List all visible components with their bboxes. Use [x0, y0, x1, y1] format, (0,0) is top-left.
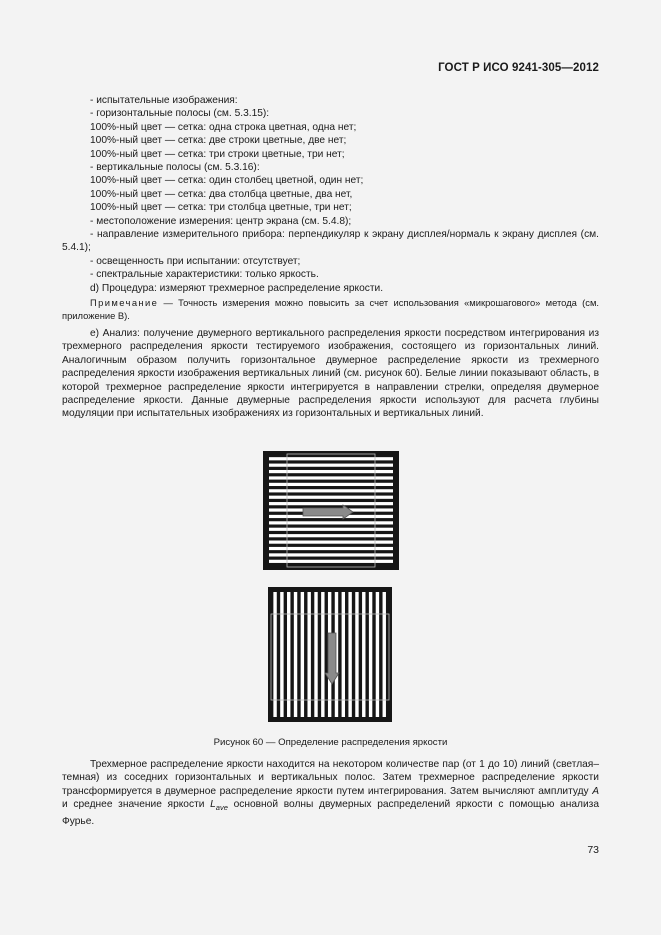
test-conditions-list: [62, 94, 599, 295]
horizontal-stripe: [269, 457, 393, 460]
horizontal-stripe: [269, 470, 393, 473]
list-item: - испытательные изображения:: [90, 95, 238, 106]
list-item: - вертикальные полосы (см. 5.3.16):: [90, 162, 260, 174]
horizontal-stripe: [269, 534, 393, 537]
fourier-paragraph: [62, 758, 599, 828]
vertical-stripe: [348, 592, 351, 717]
horizontal-stripe: [269, 541, 393, 544]
horizontal-stripe: [269, 476, 393, 479]
vertical-stripe: [355, 592, 358, 717]
horizontal-stripe: [269, 528, 393, 531]
horizontal-stripes-figure: [263, 451, 399, 570]
fourier-text-before: Трехмерное распределение яркости находится на некотором количестве пар (от 1 до 10) линий (светлая–темная) из соседних горизонтальных и вертикальных полос. Затем трехмерное распределение яркости трансформируется в двумерное распределение яркости путем интегрирования. Затем вычисляют амплитуду: [62, 759, 599, 797]
vertical-stripe: [362, 592, 365, 717]
vertical-stripe: [314, 592, 317, 717]
vertical-stripe: [294, 592, 297, 717]
fourier-text-middle: и среднее значение яркости: [62, 799, 211, 811]
procedure-item: d) Процедура: измеряют трехмерное распределение яркости.: [90, 282, 384, 294]
vertical-stripe: [376, 592, 379, 717]
horizontal-stripe: [269, 547, 393, 550]
amplitude-symbol: A: [592, 785, 599, 797]
fourier-text-after: основной волны двумерных распределений яркости с помощью анализа Фурье.: [62, 799, 599, 827]
horizontal-stripe: [269, 553, 393, 556]
list-item: - спектральные характеристики: только яркость.: [90, 269, 319, 281]
vertical-stripe: [369, 592, 372, 717]
figure-caption: Рисунок 60 — Определение распределения яркости: [213, 737, 448, 748]
horizontal-stripe: [269, 560, 393, 563]
note-label: Примечание: [90, 297, 159, 308]
list-item: 100%-ный цвет — сетка: три столбца цветные, три нет;: [90, 202, 352, 214]
mean-luminance-symbol: L: [210, 799, 216, 811]
horizontal-stripe: [269, 489, 393, 492]
list-item: 100%-ный цвет — сетка: один столбец цветной, один нет;: [90, 175, 364, 187]
vertical-stripe: [280, 592, 283, 717]
list-item: - освещенность при испытании: отсутствует;: [90, 255, 301, 267]
list-item: - горизонтальные полосы (см. 5.3.15):: [90, 108, 270, 120]
vertical-stripe: [273, 592, 276, 717]
list-item: - местоположение измерения: центр экрана (см. 5.4.8);: [90, 215, 352, 227]
vertical-stripe: [383, 592, 386, 717]
mean-luminance-subscript: ave: [215, 803, 228, 813]
list-item: 100%-ный цвет — сетка: три строки цветные, три нет;: [90, 148, 345, 160]
horizontal-stripe: [269, 521, 393, 524]
horizontal-stripe: [269, 502, 393, 505]
list-item: 100%-ный цвет — сетка: две строки цветные, две нет;: [90, 135, 347, 147]
page-number: 73: [587, 844, 599, 856]
vertical-stripe: [321, 592, 324, 717]
analysis-paragraph: е) Анализ: получение двумерного вертикального распределения яркости посредством интегрирования из трехмерного распределения яркости тестируемого изображения, состоящего из горизонтальных линий. Аналогичным образом получить горизонтальное двумерное распределение яркости из трехмерного распределения яркости изображения вертикальных линий (см. рисунок 60). Белые линии показывают область, в которой трехмерное распределение яркости интегрируется в направлении стрелки, определяя двумерное распределение яркости. Данные двумерные распределения яркости используют для расчета глубины модуляции при испытательных изображениях из горизонтальных и вертикальных линий.: [62, 328, 599, 420]
list-item-direction: - направление измерительного прибора: перпендикуляр к экрану дисплея/нормаль к экрану дисплея (см. 5.4.1);: [62, 229, 599, 254]
vertical-stripe: [301, 592, 304, 717]
vertical-stripe: [342, 592, 345, 717]
list-item: 100%-ный цвет — сетка: два столбца цветные, два нет,: [90, 188, 353, 200]
vertical-stripe: [287, 592, 290, 717]
horizontal-stripe: [269, 483, 393, 486]
vertical-stripe: [307, 592, 310, 717]
vertical-stripes-figure: [268, 587, 392, 722]
note-paragraph: [62, 297, 599, 322]
note-text: — Точность измерения можно повысить за счет использования «микрошагового» метода (см. приложение В).: [62, 297, 599, 321]
list-item: 100%-ный цвет — сетка: одна строка цветная, одна нет;: [90, 121, 357, 133]
horizontal-stripe: [269, 464, 393, 467]
horizontal-stripe: [269, 496, 393, 499]
standard-header: ГОСТ Р ИСО 9241-305—2012: [438, 62, 599, 74]
